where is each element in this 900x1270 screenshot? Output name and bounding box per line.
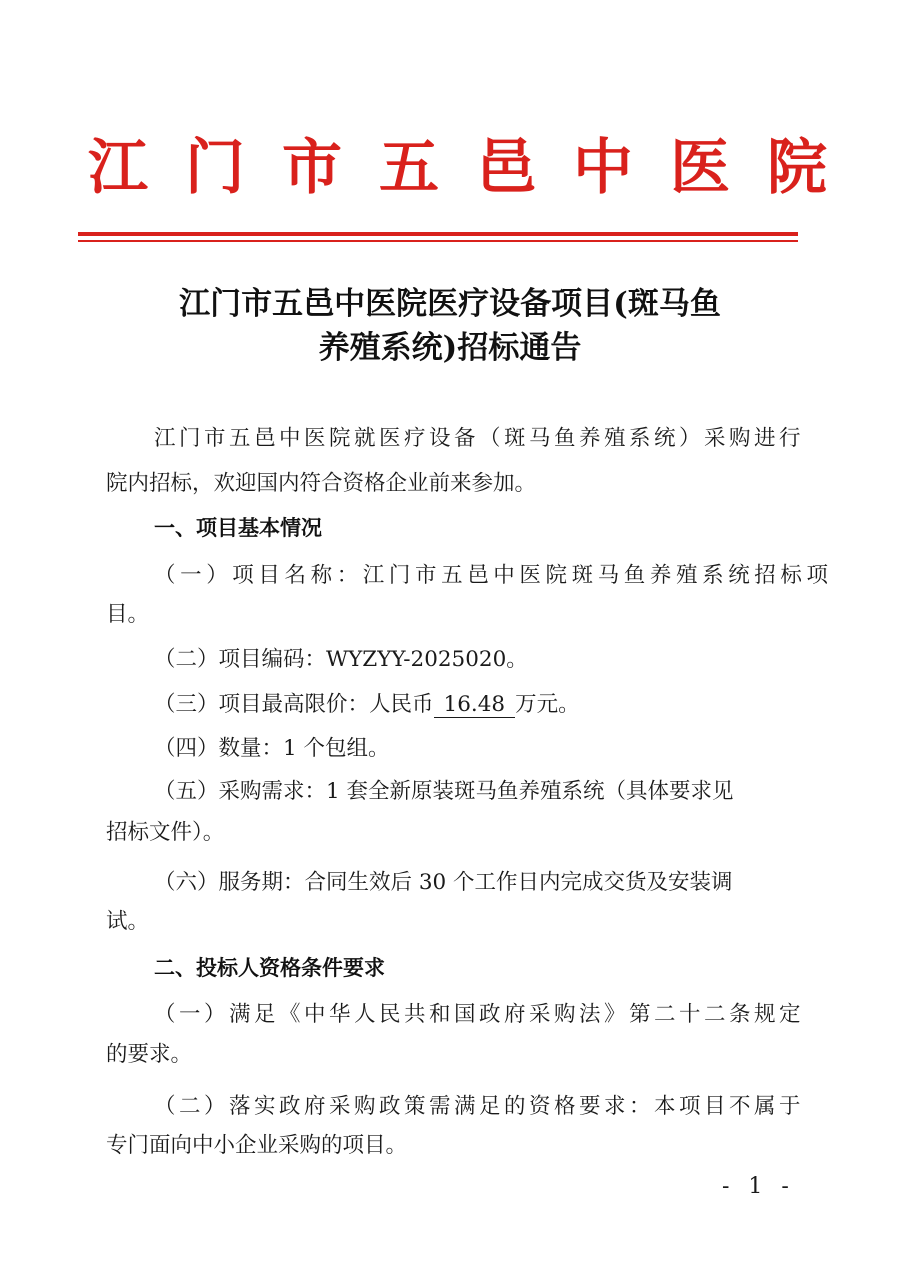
max-price-amount: 16.48 — [434, 693, 516, 718]
section-1-item-5-line-1: （五）采购需求：1 套全新原装斑马鱼养殖系统（具体要求见 — [154, 779, 734, 804]
max-price-label: （三）项目最高限价：人民币 — [154, 692, 434, 717]
intro-line-1: 江门市五邑中医院就医疗设备（斑马鱼养殖系统）采购进行 — [154, 426, 805, 451]
section-1-item-5-line-2: 招标文件）。 — [106, 820, 225, 845]
document-title-line-1: 江门市五邑中医院医疗设备项目(斑马鱼 — [179, 286, 721, 322]
section-1-item-2: （二）项目编码：WYZYY-2025020。 — [154, 647, 528, 672]
intro-line-2: 院内招标，欢迎国内符合资格企业前来参加。 — [106, 471, 537, 496]
section-2-item-2-line-2: 专门面向中小企业采购的项目。 — [106, 1133, 408, 1158]
section-1-item-1-line-2: 目。 — [106, 602, 150, 627]
section-2-item-1-line-1: （一）满足《中华人民共和国政府采购法》第二十二条规定 — [154, 1002, 805, 1027]
section-2-item-2-line-1: （二）落实政府采购政策需满足的资格要求：本项目不属于 — [154, 1094, 805, 1119]
section-1-item-6-line-1: （六）服务期：合同生效后 30 个工作日内完成交货及安装调 — [154, 870, 733, 895]
letterhead-org-name: 江门市五邑中医院 — [88, 133, 864, 203]
section-2-heading: 二、投标人资格条件要求 — [154, 956, 385, 980]
letterhead-rule-thin — [78, 240, 798, 242]
page-number: - 1 - — [722, 1174, 795, 1199]
section-1-item-6-line-2: 试。 — [106, 909, 150, 934]
section-1-item-1-line-1: （一）项目名称：江门市五邑中医院斑马鱼养殖系统招标项 — [154, 563, 833, 588]
section-1-item-4: （四）数量：1 个包组。 — [154, 736, 390, 761]
document-title — [100, 282, 800, 370]
section-2-item-1-line-2: 的要求。 — [106, 1042, 193, 1067]
section-1-item-3 — [154, 690, 580, 720]
letterhead-rule-thick — [78, 232, 798, 236]
section-1-heading: 一、项目基本情况 — [154, 516, 322, 540]
max-price-unit: 万元。 — [515, 692, 580, 717]
document-title-line-2: 养殖系统)招标通告 — [318, 330, 582, 366]
